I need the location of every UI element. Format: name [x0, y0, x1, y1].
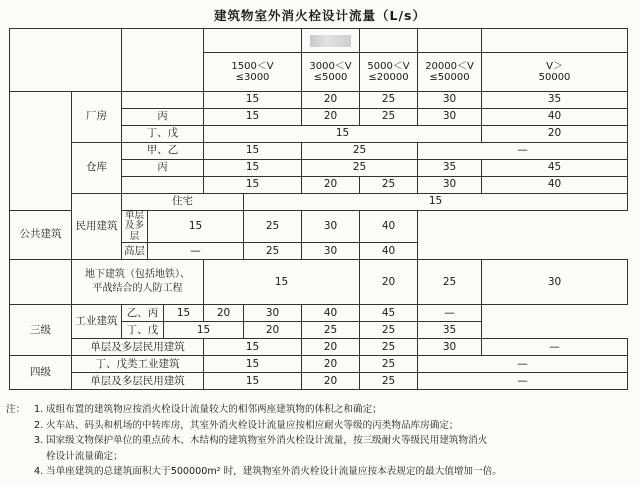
- cell: 40: [360, 211, 418, 243]
- cell: 25: [360, 109, 418, 126]
- note-item: [6, 464, 634, 480]
- cell: 25: [360, 177, 418, 194]
- cell: 25: [360, 339, 418, 356]
- cell: 30: [302, 211, 360, 243]
- header-blank: [360, 29, 418, 53]
- cell: 25: [302, 160, 418, 177]
- header-blank: [122, 29, 204, 92]
- cell: 15: [148, 211, 244, 243]
- header-col-2: 3000＜V ≤5000: [302, 53, 360, 92]
- note-number: 4.: [34, 466, 44, 477]
- row-label-low-multi: 单层及多层: [122, 211, 148, 243]
- note-text: 当单座建筑的总建筑面积大于500000m² 时，建筑物室外消火栓设计流量应按本表规定的最大值增加一倍。: [46, 466, 502, 477]
- row-label-civil: 民用建筑: [72, 194, 122, 260]
- row-label-grade4: 四级: [10, 356, 72, 390]
- cell: —: [148, 243, 244, 260]
- cell: 15: [204, 177, 302, 194]
- grade-blank: [10, 92, 72, 211]
- cell: 30: [418, 92, 482, 109]
- note-text: 栓设计流量确定；: [46, 450, 123, 462]
- row-sublabel-blank: [122, 177, 204, 194]
- row-sublabel-dingwu: 丁、戊: [122, 126, 204, 143]
- cell: —: [418, 143, 628, 160]
- cell: —: [418, 373, 628, 390]
- note-text: 火车站、码头和机场的中转库房，其室外消火栓设计流量应按相应耐火等级的丙类物品库房确定；: [46, 419, 459, 431]
- cell: 25: [244, 243, 302, 260]
- header-blank: [482, 29, 628, 53]
- header-blank: [10, 29, 122, 92]
- notes-heading: 注：: [6, 404, 26, 415]
- grade-blank: [10, 260, 72, 305]
- cell: 15: [204, 92, 302, 109]
- cell: 40: [360, 243, 418, 260]
- row-sublabel-blank: [122, 92, 204, 109]
- cell: —: [418, 305, 482, 322]
- cell: 20: [302, 109, 360, 126]
- cell: 25: [302, 143, 418, 160]
- cell: 25: [418, 260, 482, 305]
- cell: 15: [204, 373, 302, 390]
- header-blank: [204, 29, 302, 53]
- cell: 30: [482, 260, 628, 305]
- cell: 20: [302, 356, 360, 373]
- table-notes: [6, 402, 634, 480]
- row-sublabel-bing: 丙: [122, 109, 204, 126]
- cell: 25: [360, 373, 418, 390]
- table-title: 建筑物室外消火栓设计流量（L/s）: [214, 8, 426, 23]
- cell: 15: [244, 194, 628, 211]
- cell: 20: [244, 322, 302, 339]
- note-number: 2.: [34, 419, 44, 431]
- row-label-warehouse: 仓库: [72, 143, 122, 194]
- note-number: 1.: [34, 404, 44, 415]
- note-item: [6, 402, 634, 418]
- header-col-3: 5000＜V ≤20000: [360, 53, 418, 92]
- cell: 25: [360, 322, 418, 339]
- cell: 20: [302, 339, 360, 356]
- cell: 25: [360, 92, 418, 109]
- cell: 20: [302, 177, 360, 194]
- row-label-civil-g4: 单层及多层民用建筑: [72, 373, 204, 390]
- cell: 45: [482, 160, 628, 177]
- row-label-factory: 厂房: [72, 92, 122, 143]
- row-label-public: 公共建筑: [10, 211, 72, 260]
- cell: 40: [482, 177, 628, 194]
- cell: 20: [482, 126, 628, 143]
- cell: 25: [360, 356, 418, 373]
- row-label-high-rise: 高层: [122, 243, 148, 260]
- row-sublabel-jiayi: 甲、乙: [122, 143, 204, 160]
- note-number: 3.: [34, 435, 44, 446]
- cell: 25: [244, 211, 302, 243]
- cell: 20: [302, 373, 360, 390]
- cell: 15: [164, 322, 244, 339]
- cell: 15: [204, 160, 302, 177]
- row-label-industrial: 工业建筑: [72, 305, 122, 339]
- row-label-civil-g3: 单层及多层民用建筑: [72, 339, 204, 356]
- cell: —: [482, 339, 628, 356]
- cell: 15: [204, 143, 302, 160]
- cell: 30: [418, 109, 482, 126]
- row-label-ind-g4: 丁、戊类工业建筑: [72, 356, 204, 373]
- header-col-1: 1500＜V ≤3000: [204, 53, 302, 92]
- row-sublabel-yibing: 乙、丙: [122, 305, 164, 322]
- note-text: 成组布置的建筑物应按消火栓设计流量较大的相邻两座建筑物的体积之和确定；: [46, 404, 382, 415]
- row-sublabel-dingwu: 丁、戊: [122, 322, 164, 339]
- cell: 25: [302, 322, 360, 339]
- cell: 30: [418, 339, 482, 356]
- cell: 35: [482, 92, 628, 109]
- cell: 35: [418, 160, 482, 177]
- cell: 30: [302, 243, 360, 260]
- note-item: [6, 433, 634, 449]
- cell: 15: [164, 305, 204, 322]
- note-item: [6, 418, 634, 434]
- cell: 15: [204, 339, 302, 356]
- note-text: 国家级文物保护单位的重点砖木、木结构的建筑物室外消火栓设计流量，按三级耐火等级民用建筑物消火: [46, 435, 488, 446]
- row-label-grade3: 三级: [10, 305, 72, 356]
- cell: 15: [204, 260, 360, 305]
- row-label-underground: 地下建筑（包括地铁）、 平战结合的人防工程: [72, 260, 204, 305]
- cell: 45: [360, 305, 418, 322]
- cell: 30: [418, 177, 482, 194]
- cell: 40: [482, 109, 628, 126]
- fire-hydrant-flow-table: [9, 28, 628, 390]
- cell: 20: [360, 260, 418, 305]
- note-item-continued: [6, 449, 634, 465]
- header-col-4: 20000＜V ≤50000: [418, 53, 482, 92]
- cell: 15: [204, 356, 302, 373]
- cell: 20: [302, 92, 360, 109]
- row-sublabel-bing: 丙: [122, 160, 204, 177]
- cell: —: [418, 356, 628, 373]
- cell: 35: [418, 322, 482, 339]
- cell: 30: [244, 305, 302, 322]
- header-col-5: V＞ 50000: [482, 53, 628, 92]
- header-scan-blur: [302, 29, 360, 53]
- row-sublabel-residence: 住宅: [122, 194, 244, 211]
- header-blank: [418, 29, 482, 53]
- cell: 15: [204, 126, 482, 143]
- cell: 40: [302, 305, 360, 322]
- cell: 15: [204, 109, 302, 126]
- cell: 20: [204, 305, 244, 322]
